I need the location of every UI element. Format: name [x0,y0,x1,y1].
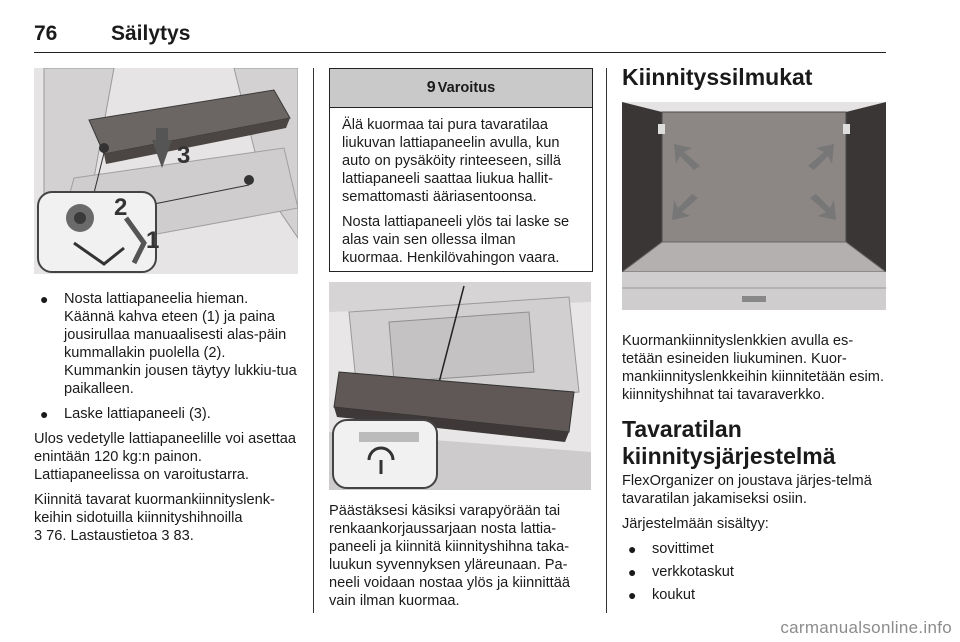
bullet-icon: ● [40,406,49,422]
list-item: ● Laske lattiapaneeli (3). [40,406,211,422]
paragraph-system-includes: Järjestelmään sisältyy: [622,516,769,532]
paragraph-lashing-eyes: Kuormankiinnityslenkkien avulla es-tetään esineiden liukuminen. Kuor-mankiinnityslenkkeihin kiinnitetään esim. kiinnityshihnat tai tavaraverkko. [622,333,885,403]
bullet-icon: ● [40,291,49,307]
bullet-icon: ● [628,564,637,580]
heading-cargo-management: Tavaratilan kiinnitysjärjestelmä [622,416,836,469]
warning-paragraph: Nosta lattiapaneeli ylös tai laske se alas vain sen ollessa ilman kuormaa. Henkilövahingon vaara. [342,214,570,266]
warning-triangle-icon: 9 [426,79,436,96]
list-item: ● sovittimet [628,541,714,557]
bullet-icon: ● [628,587,637,603]
bullet-icon: ● [628,541,637,557]
warning-box [329,68,593,272]
page-number: 76 [34,22,58,45]
column-2-text [329,502,593,610]
figure-label-2: 2 [114,194,128,221]
figure-floor-panel-lowering [34,68,298,274]
figure-label-1: 1 [146,227,160,254]
column-divider-1 [313,68,314,613]
heading-lashing-eyes: Kiinnityssilmukat [622,64,813,90]
figure-spare-wheel-access [329,282,591,490]
list-item: ● Nosta lattiapaneelia hieman. Käännä kahva eteen (1) ja paina jousirullaa manuaalisesti alas-päin kummallakin puolella (2). Kummankin jousen täytyy lukkiu-tua paikalleen. [40,291,297,397]
raised-panel-illustration [329,282,591,490]
list-item: ● koukut [628,587,695,603]
paragraph-load-limit: Ulos vedetylle lattiapaneelille voi asettaa enintään 120 kg:n painon. Lattiapaneelissa on varoitustarra. [34,431,297,483]
cargo-area-illustration [622,102,886,310]
section-title: Säilytys [111,22,191,45]
figure-label-3: 3 [177,142,191,169]
warning-body [330,108,592,267]
page-header [34,22,886,53]
paragraph-flexorganizer: FlexOrganizer on joustava järjes-telmä tavaratilan jakamiseksi osiin. [622,473,872,507]
column-1-text [34,290,300,545]
warning-paragraph: Älä kuormaa tai pura tavaratilaa liukuvan lattiapaneelin avulla, kun auto on pysäköity rinteeseen, sillä lattiapaneeli saattaa liukua hallit-semattomasti ääriasentoonsa. [342,117,562,205]
cross-reference-line[interactable]: 3 76. Lastaustietoa 3 83. [34,528,194,544]
warning-title: Varoitus [437,80,496,96]
watermark: carmanualsonline.info [780,618,952,637]
column-3-heading [622,64,886,91]
col1-bullet-list [34,290,300,423]
paragraph-spare-wheel: Päästäksesi käsiksi varapyörään tai renkaankorjaussarjaan nosta lattia-paneeli ja kiinnitä kiinnityshihna taka-luukun syvennyksen yläreunaan. Pa-neeli voidaan nostaa ylös ja kiinnittää vain ilman kuormaa. [329,503,570,609]
figure-lashing-eyes [622,102,886,310]
col3-bullet-list [622,540,888,604]
paragraph-tie-down: Kiinnitä tavarat kuormankiinnityslenk-keihin sidotuilla kiinnityshihnoilla [34,492,275,526]
floor-panel-illustration [34,68,298,274]
list-item: ● verkkotaskut [628,564,734,580]
column-divider-2 [606,68,607,613]
warning-header [330,69,592,108]
column-3-text [622,332,888,609]
